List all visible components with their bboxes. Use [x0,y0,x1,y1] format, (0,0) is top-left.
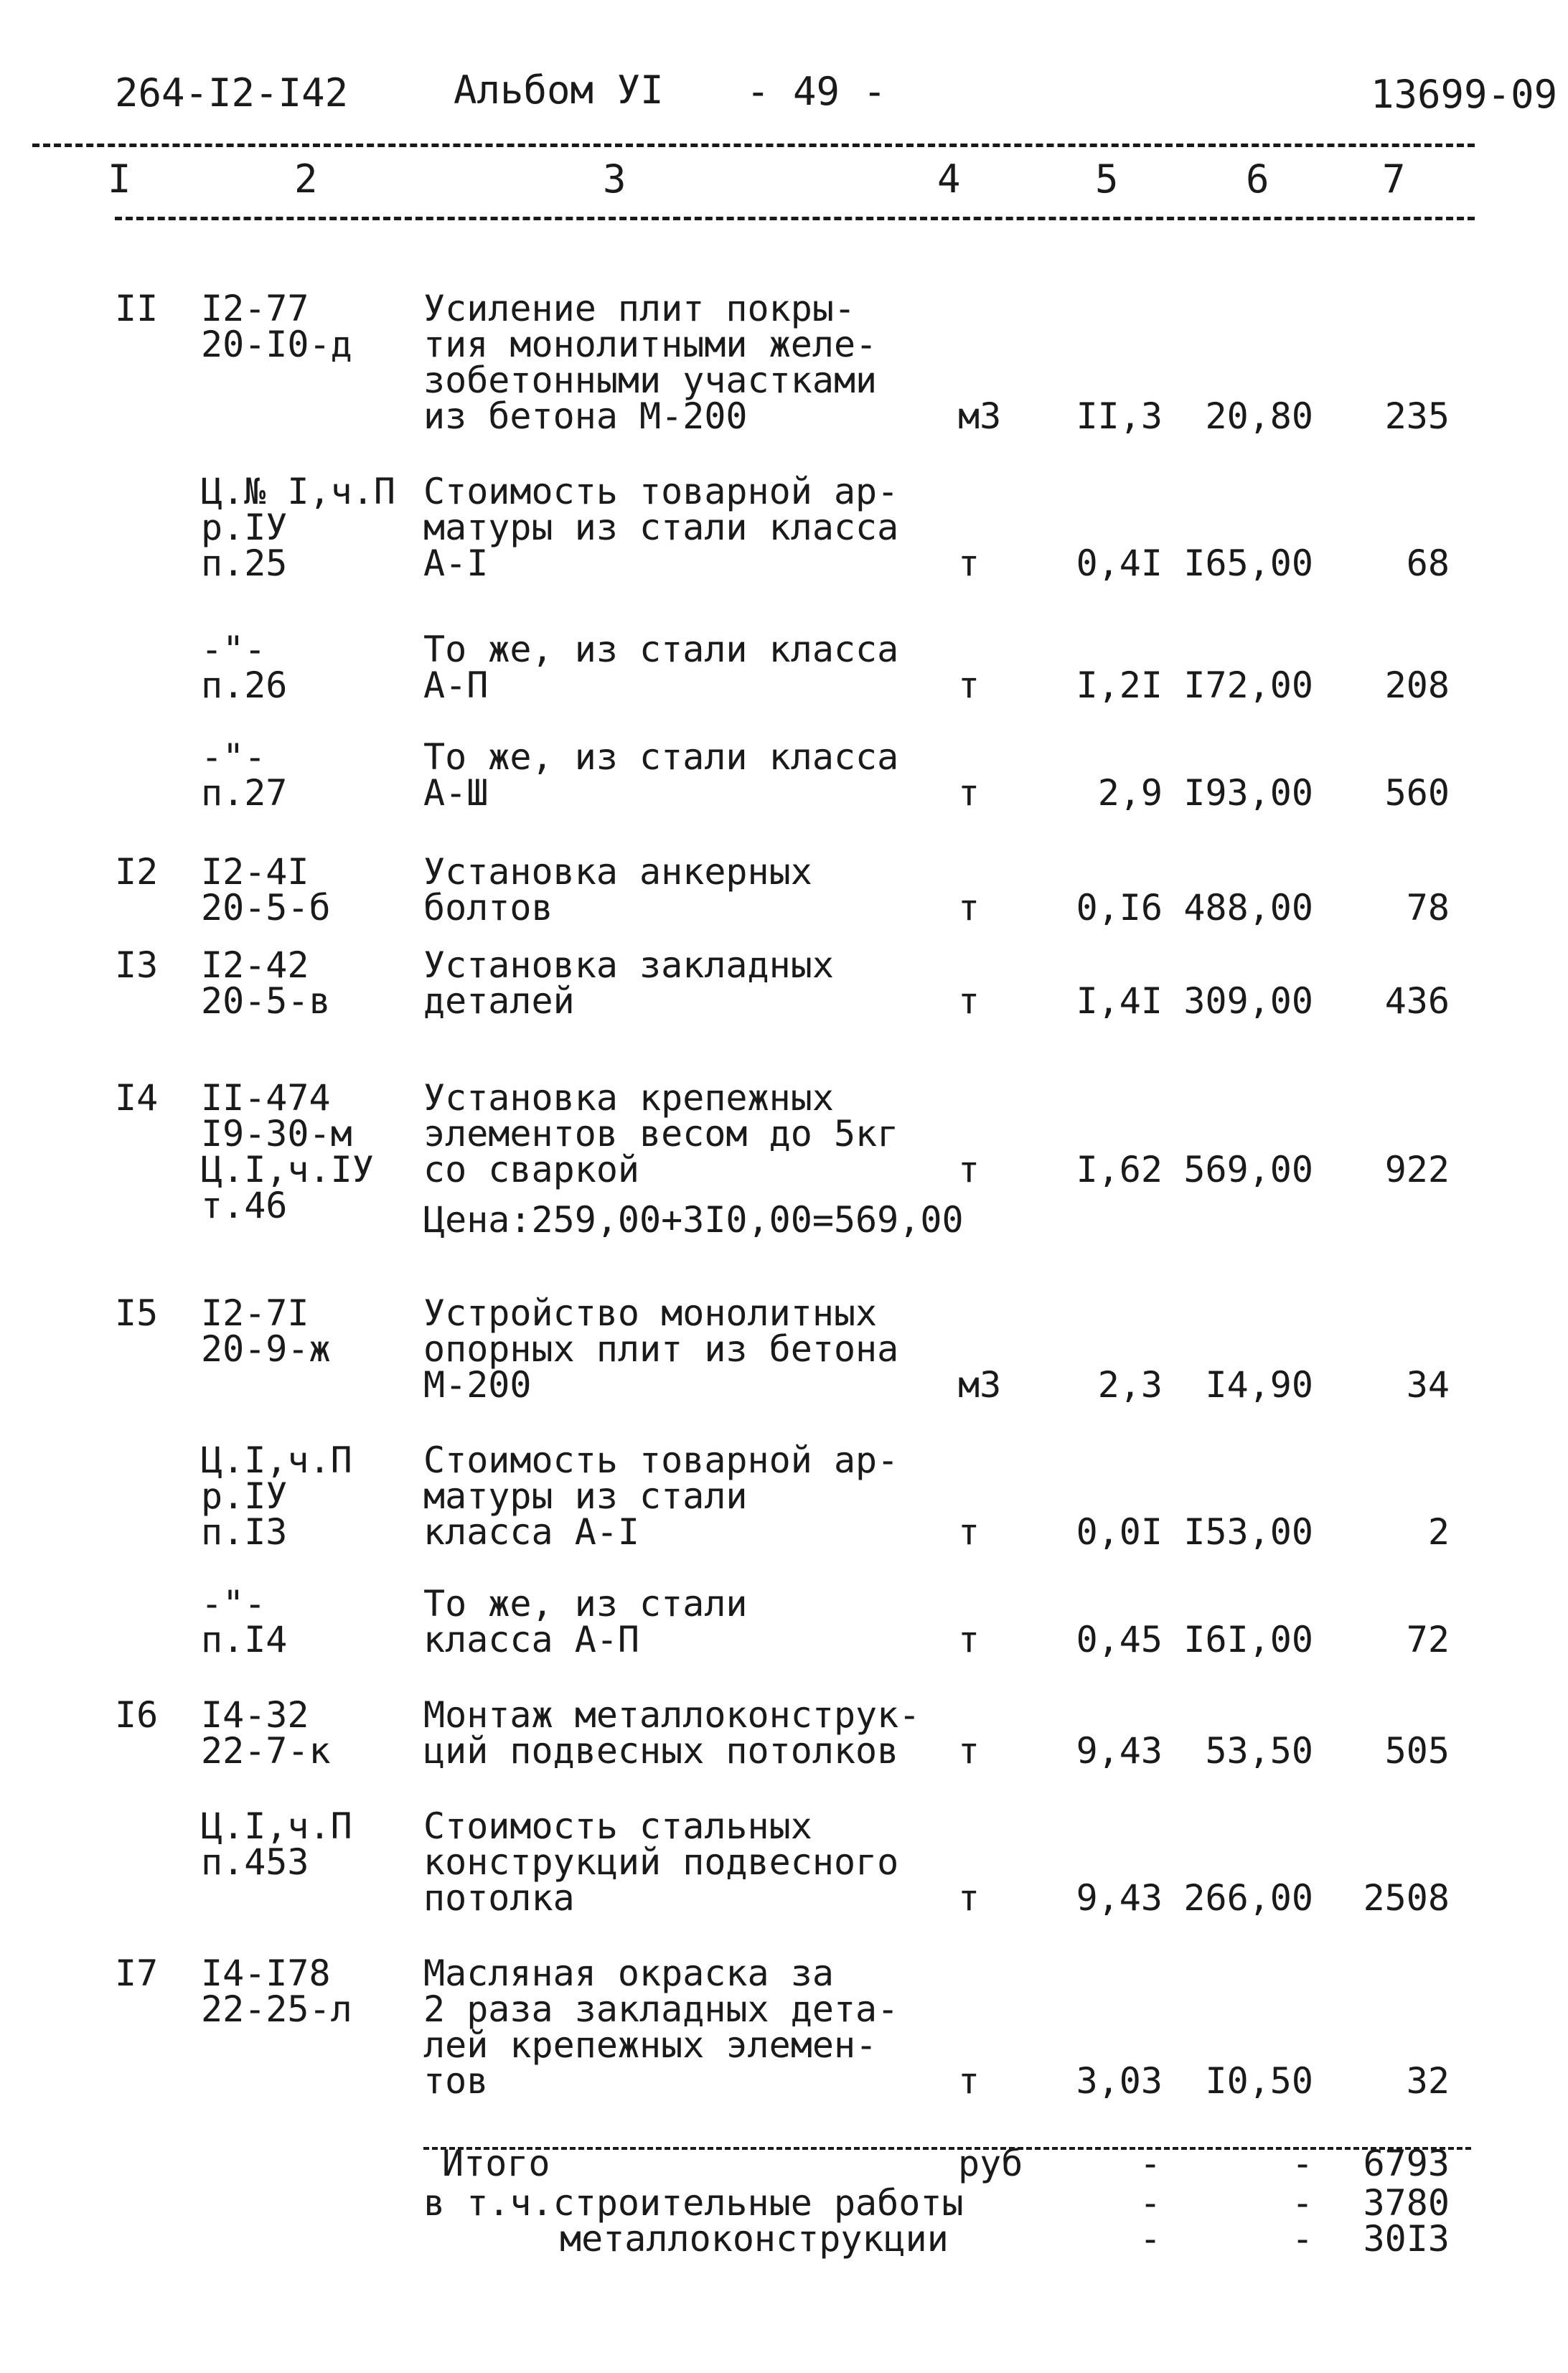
total-cost-cell: 2508 [1363,1877,1450,1919]
unit-cell: м3 [958,395,1002,437]
description-line: тов [423,2060,489,2102]
description-line: лей крепежных элемен- [423,2024,878,2066]
quantity-cell: 3,03 [1076,2060,1163,2102]
quantity-cell: 0,4I [1076,542,1163,584]
metal-value: 30I3 [1363,2218,1450,2260]
col-header-6: 6 [1246,156,1269,202]
unit-price-cell: I72,00 [1183,664,1313,706]
quantity-cell: 9,43 [1076,1730,1163,1772]
reference-line: -"- [201,629,266,670]
col-header-1: I [108,156,131,202]
reference-line: р.IУ [201,1475,288,1517]
reference-line: Ц.I,ч.П [201,1439,352,1481]
reference-line: I2-42 [201,944,309,986]
col-header-3: 3 [603,156,626,202]
reference-line: -"- [201,1583,266,1625]
unit-cell: т [958,2060,980,2102]
description-line: деталей [423,980,575,1022]
document-code: 264-I2-I42 [115,70,349,116]
col-header-5: 5 [1095,156,1119,202]
unit-cell: т [958,1619,980,1660]
metal-label: металлоконструкции [560,2218,949,2260]
description-line: тия монолитными желе- [423,324,878,365]
description-line: потолка [423,1877,575,1919]
reference-line: -"- [201,736,266,778]
unit-price-cell: 569,00 [1183,1149,1313,1190]
description-line: из бетона М-200 [423,395,748,437]
incl-value: 3780 [1363,2182,1450,2224]
reference-line: II-474 [201,1077,331,1119]
reference-line: Ц.I,ч.П [201,1805,352,1847]
description-line: А-Ш [423,772,489,814]
unit-price-cell: 266,00 [1183,1877,1313,1919]
total-cost-cell: 560 [1384,772,1450,814]
reference-line: 20-I0-д [201,324,352,365]
reference-line: 20-5-б [201,887,331,929]
price-note: Цена:259,00+3I0,00=569,00 [423,1199,964,1241]
total-cost-cell: 34 [1406,1364,1450,1406]
page-number: - 49 - [746,69,887,114]
unit-cell: т [958,1149,980,1190]
unit-price-cell: I4,90 [1205,1364,1313,1406]
col-header-2: 2 [294,156,318,202]
description-line: класса А-П [423,1619,640,1660]
description-line: матуры из стали класса [423,507,899,548]
unit-price-cell: 488,00 [1183,887,1313,929]
document-number: 13699-09 [1371,72,1558,117]
total-value: 6793 [1363,2143,1450,2184]
unit-cell: т [958,1730,980,1772]
description-line: Усиление плит покры- [423,288,856,329]
row-number: I2 [115,851,159,893]
unit-cell: т [958,1877,980,1919]
reference-line: п.25 [201,542,288,584]
total-cost-cell: 208 [1384,664,1450,706]
description-line: Монтаж металлоконструк- [423,1694,921,1736]
total-cost-cell: 32 [1406,2060,1450,2102]
row-number: I4 [115,1077,159,1119]
description-line: зобетонными участками [423,360,878,401]
total-unit: руб [958,2143,1023,2184]
description-line: Установка анкерных [423,851,812,893]
description-line: Стоимость товарной ар- [423,471,899,512]
description-line: со сваркой [423,1149,640,1190]
reference-line: I2-4I [201,851,309,893]
quantity-cell: II,3 [1076,395,1163,437]
reference-line: 22-25-л [201,1988,352,2030]
row-number: I5 [115,1292,159,1334]
reference-line: I2-77 [201,288,309,329]
incl-price: - [1292,2182,1314,2224]
description-line: Масляная окраска за [423,1953,834,1994]
unit-cell: т [958,887,980,929]
quantity-cell: 0,45 [1076,1619,1163,1660]
reference-line: I4-32 [201,1694,309,1736]
header-rule-bottom [115,217,1475,220]
description-line: Установка крепежных [423,1077,834,1119]
unit-price-cell: I93,00 [1183,772,1313,814]
quantity-cell: 2,3 [1097,1364,1163,1406]
total-cost-cell: 436 [1384,980,1450,1022]
description-line: То же, из стали класса [423,736,899,778]
total-cost-cell: 505 [1384,1730,1450,1772]
total-price: - [1292,2143,1314,2184]
reference-line: 22-7-к [201,1730,331,1772]
description-line: ций подвесных потолков [423,1730,899,1772]
row-number: I7 [115,1953,159,1994]
unit-cell: т [958,664,980,706]
unit-cell: т [958,980,980,1022]
album-title: Альбом УI [454,67,664,113]
description-line: элементов весом до 5кг [423,1113,899,1155]
description-line: класса А-I [423,1511,640,1553]
total-cost-cell: 922 [1384,1149,1450,1190]
unit-price-cell: 309,00 [1183,980,1313,1022]
description-line: Стоимость товарной ар- [423,1439,899,1481]
quantity-cell: 0,I6 [1076,887,1163,929]
quantity-cell: I,62 [1076,1149,1163,1190]
unit-price-cell: I65,00 [1183,542,1313,584]
reference-line: Ц.№ I,ч.П [201,471,395,512]
total-cost-cell: 78 [1406,887,1450,929]
row-number: II [115,288,159,329]
reference-line: I9-30-м [201,1113,352,1155]
description-line: А-П [423,664,489,706]
unit-cell: т [958,772,980,814]
reference-line: п.I4 [201,1619,288,1660]
row-number: I6 [115,1694,159,1736]
total-cost-cell: 2 [1427,1511,1450,1553]
reference-line: р.IУ [201,507,288,548]
description-line: Установка закладных [423,944,834,986]
reference-line: п.27 [201,772,288,814]
reference-line: п.I3 [201,1511,288,1553]
reference-line: п.453 [201,1841,309,1883]
quantity-cell: 0,0I [1076,1511,1163,1553]
header-rule-top [32,144,1475,147]
total-qty: - [1140,2143,1162,2184]
description-line: конструкций подвесного [423,1841,899,1883]
unit-price-cell: I53,00 [1183,1511,1313,1553]
description-line: А-I [423,542,489,584]
summary-rule [423,2147,1471,2150]
total-cost-cell: 235 [1384,395,1450,437]
unit-cell: т [958,1511,980,1553]
reference-line: Ц.I,ч.IУ [201,1149,374,1190]
unit-cell: м3 [958,1364,1002,1406]
description-line: Стоимость стальных [423,1805,812,1847]
metal-qty: - [1140,2218,1162,2260]
quantity-cell: I,4I [1076,980,1163,1022]
reference-line: 20-9-ж [201,1328,331,1370]
reference-line: т.46 [201,1185,288,1226]
reference-line: I4-I78 [201,1953,331,1994]
col-header-7: 7 [1382,156,1406,202]
unit-price-cell: 53,50 [1205,1730,1313,1772]
unit-price-cell: I6I,00 [1183,1619,1313,1660]
incl-label: в т.ч.строительные работы [423,2182,964,2224]
unit-cell: т [958,542,980,584]
quantity-cell: I,2I [1076,664,1163,706]
reference-line: 20-5-в [201,980,331,1022]
reference-line: I2-7I [201,1292,309,1334]
description-line: То же, из стали класса [423,629,899,670]
description-line: То же, из стали [423,1583,748,1625]
description-line: М-200 [423,1364,532,1406]
total-label: Итого [442,2143,550,2184]
col-header-4: 4 [937,156,961,202]
incl-qty: - [1140,2182,1162,2224]
description-line: матуры из стали [423,1475,748,1517]
unit-price-cell: 20,80 [1205,395,1313,437]
reference-line: п.26 [201,664,288,706]
description-line: опорных плит из бетона [423,1328,899,1370]
quantity-cell: 2,9 [1097,772,1163,814]
total-cost-cell: 72 [1406,1619,1450,1660]
quantity-cell: 9,43 [1076,1877,1163,1919]
unit-price-cell: I0,50 [1205,2060,1313,2102]
metal-price: - [1292,2218,1314,2260]
description-line: Устройство монолитных [423,1292,878,1334]
total-cost-cell: 68 [1406,542,1450,584]
description-line: 2 раза закладных дета- [423,1988,899,2030]
row-number: I3 [115,944,159,986]
description-line: болтов [423,887,553,929]
